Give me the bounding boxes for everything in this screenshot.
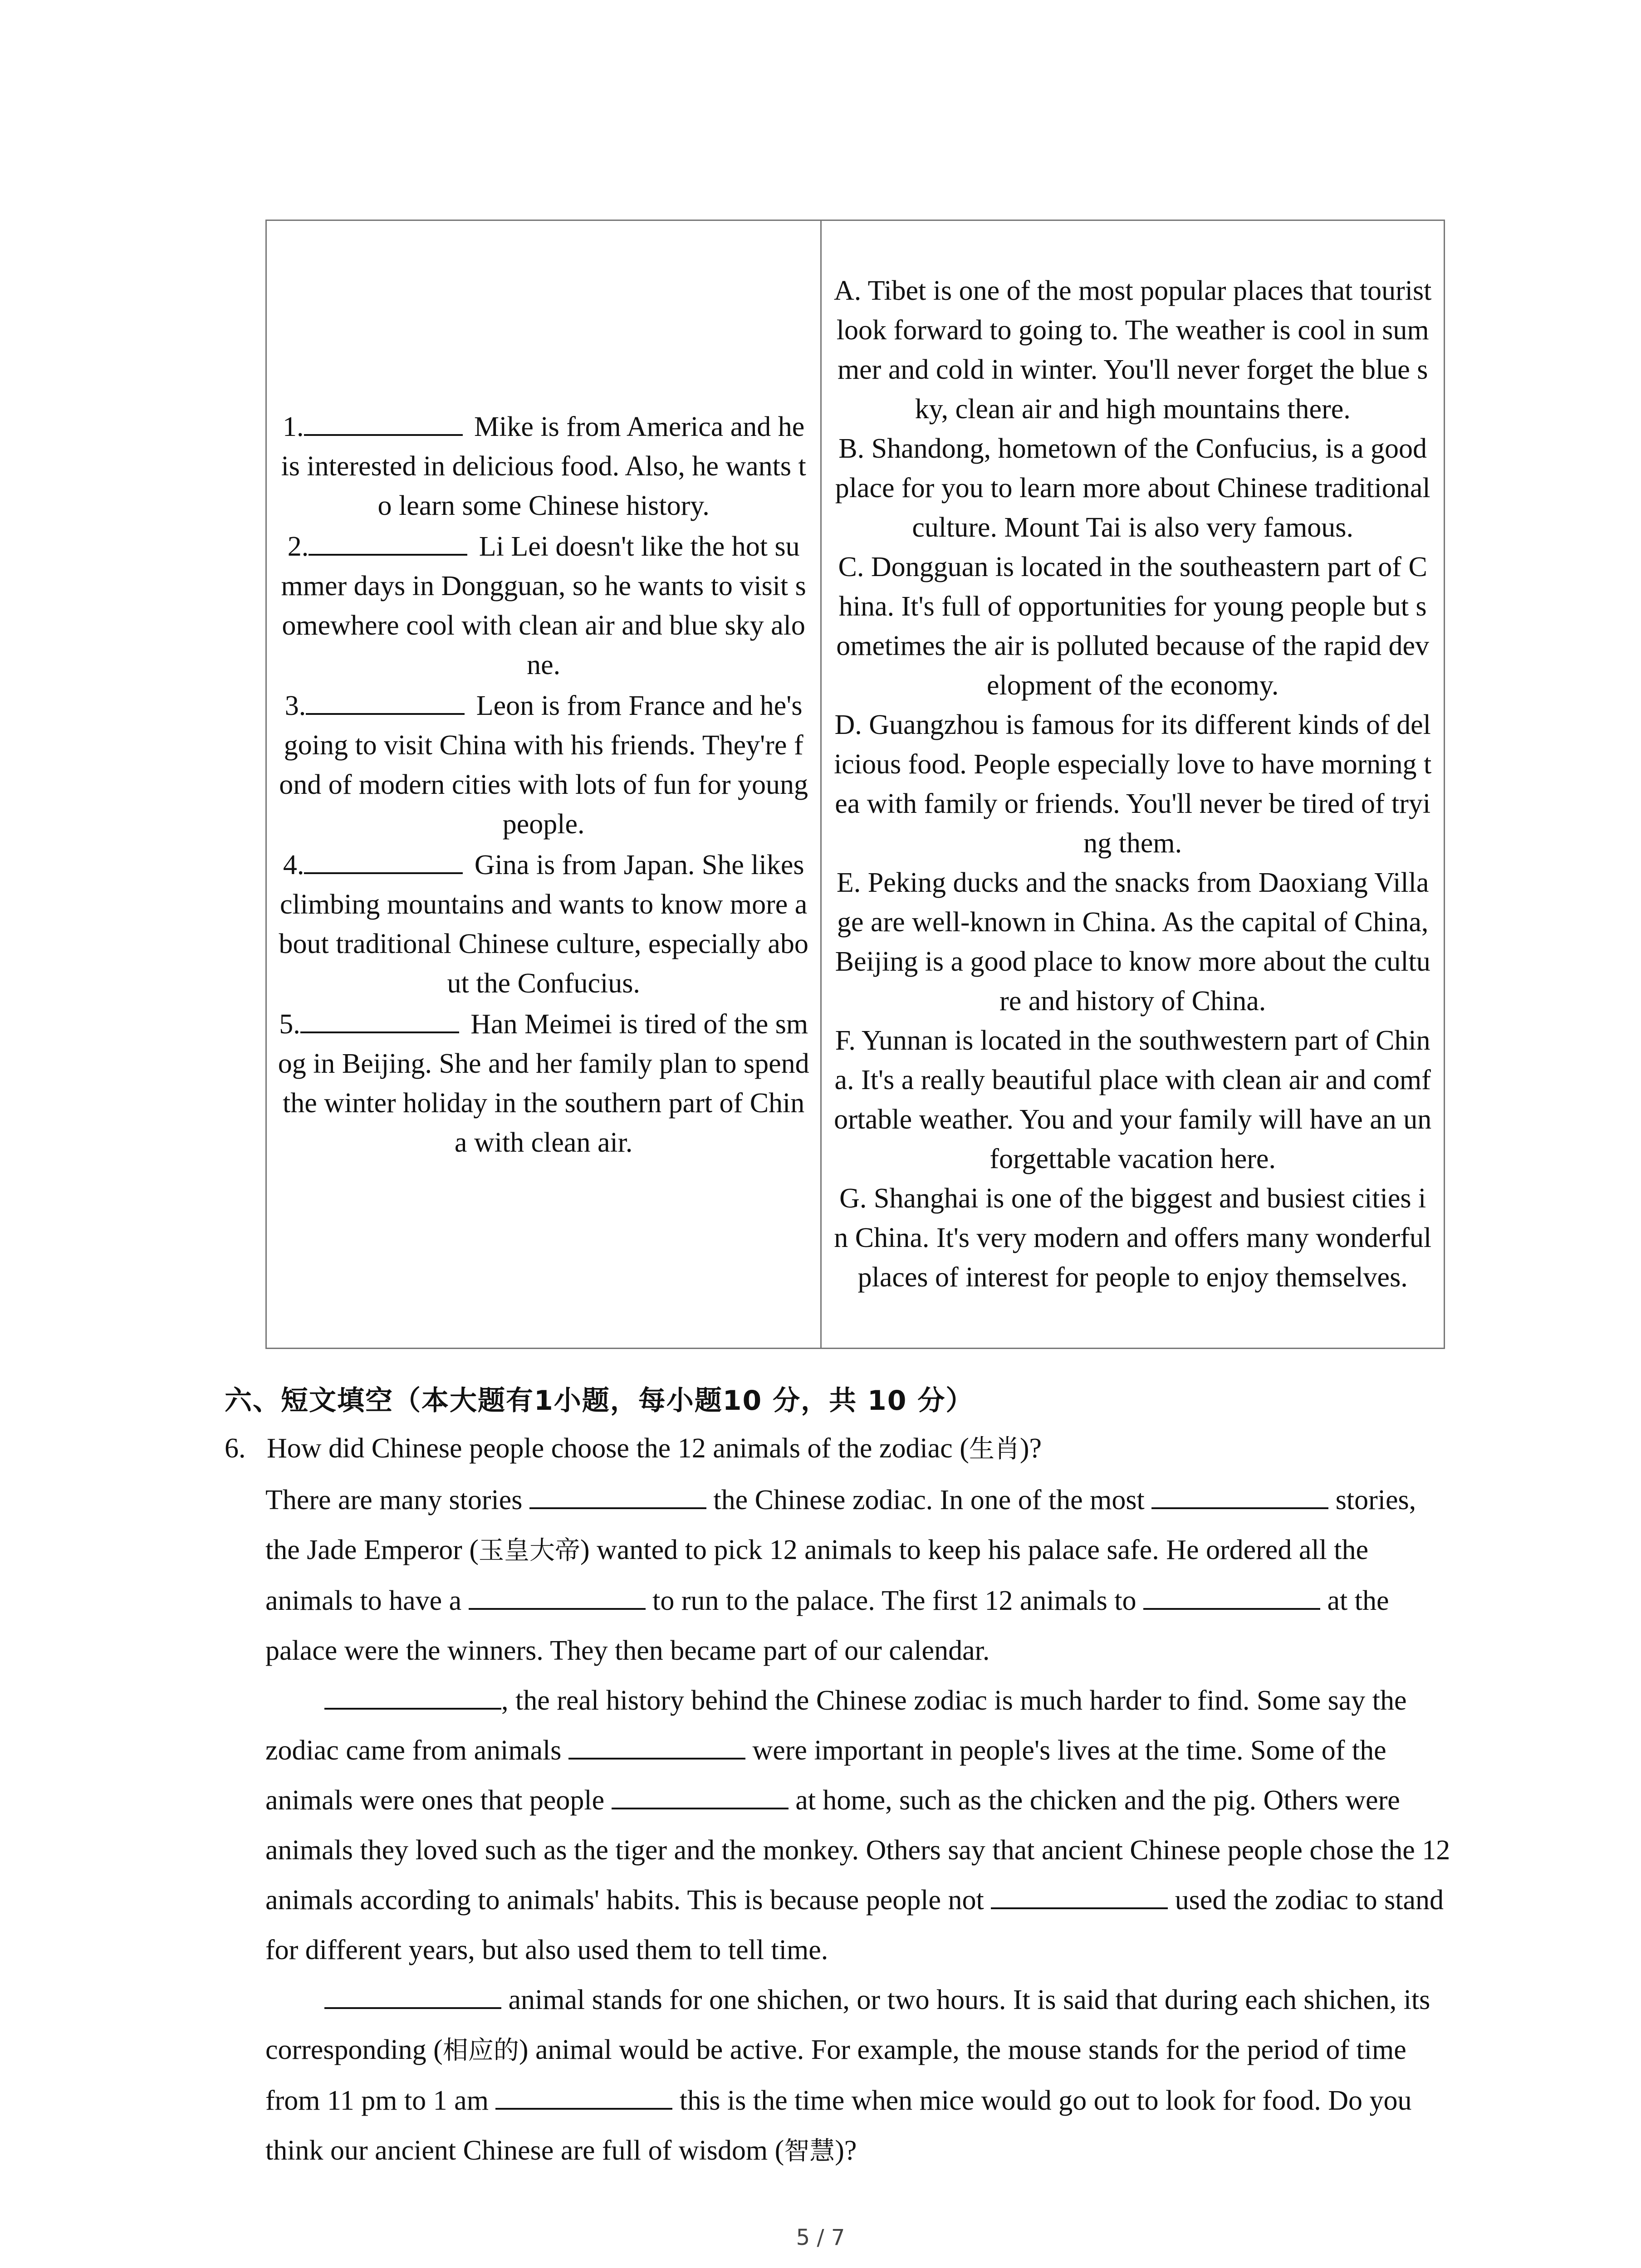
passage-text-zh: 玉皇大帝 <box>478 1536 580 1565</box>
answer-blank-5[interactable] <box>300 1003 459 1033</box>
cloze-blank-2[interactable] <box>1151 1480 1328 1509</box>
question-text-end: )? <box>1019 1433 1042 1464</box>
passage-text: at home, such as the chicken and the pig. Others were animals they loved such as the tiger and the monkey. Others say that ancient Chinese people chose the 12 animals according to animals' habits. This is because people not <box>265 1785 1450 1916</box>
question-number: 6. <box>225 1433 246 1464</box>
cloze-blank-7[interactable] <box>612 1780 789 1809</box>
person-text: Gina is from Japan. She likes climbing mountains and wants to know more about traditional Chinese culture, especially about the Confucius. <box>279 850 808 999</box>
item-number: 4. <box>283 850 304 880</box>
passage-text: this is the time when mice would go out to look for food. Do you think our ancient Chinese are full of wisdom ( <box>265 2085 1412 2166</box>
cloze-passage <box>265 1475 1454 2176</box>
people-column <box>266 220 821 1349</box>
cloze-blank-8[interactable] <box>991 1880 1168 1909</box>
person-item-2 <box>278 526 809 685</box>
passage-text: the Chinese zodiac. In one of the most <box>706 1485 1152 1515</box>
person-text: Mike is from America and he is interested in delicious food. Also, he wants to learn some Chinese history. <box>281 411 806 521</box>
place-option-c: C. Dongguan is located in the southeastern part of China. It's full of opportunities for young people but sometimes the air is polluted because of the rapid development of the economy. <box>836 552 1430 701</box>
passage-text: at the palace were the winners. They then became part of our calendar. <box>265 1585 1389 1666</box>
cloze-blank-1[interactable] <box>529 1480 706 1509</box>
cloze-blank-9[interactable] <box>324 1980 501 2009</box>
cloze-blank-5[interactable] <box>324 1681 501 1710</box>
person-item-4 <box>278 844 809 1003</box>
page-number: 5 / 7 <box>796 2225 845 2250</box>
answer-blank-2[interactable] <box>309 526 467 556</box>
person-text: Leon is from France and he's going to visit China with his friends. They're fond of modern cities with lots of fun for young people. <box>279 690 808 840</box>
person-item-3 <box>278 685 809 844</box>
question-text: How did Chinese people choose the 12 animals of the zodiac ( <box>267 1433 969 1464</box>
cloze-blank-6[interactable] <box>568 1730 745 1760</box>
passage-text: animal stands for one shichen, or two hours. It is said that during each shichen, its corresponding ( <box>265 1984 1430 2065</box>
passage-text: ) animal would be active. For example, the mouse stands for the period of time from 11 pm to 1 am <box>265 2034 1406 2116</box>
answer-blank-4[interactable] <box>304 844 463 874</box>
question-line <box>225 1429 1042 1465</box>
cloze-blank-3[interactable] <box>469 1581 646 1610</box>
item-number: 5. <box>279 1009 300 1040</box>
question-text-zh: 生肖 <box>969 1434 1020 1464</box>
answer-blank-3[interactable] <box>306 685 465 715</box>
passage-text: used the zodiac to stand for different years, but also used them to tell time. <box>265 1885 1444 1965</box>
passage-paragraph-2 <box>265 1676 1454 1975</box>
cloze-blank-4[interactable] <box>1143 1581 1320 1610</box>
passage-text: stories, the Jade Emperor ( <box>265 1485 1416 1565</box>
place-option-a: A. Tibet is one of the most popular places that tourist look forward to going to. The weather is cool in summer and cold in winter. You'll never forget the blue sky, clean air and high mountains there. <box>833 275 1432 425</box>
passage-text-zh: 相应的 <box>442 2036 519 2065</box>
place-option-f: F. Yunnan is located in the southwestern part of China. It's a really beautiful place with clean air and comfortable weather. You and your family will have an unforgettable vacation here. <box>834 1025 1432 1174</box>
item-number: 3. <box>284 690 306 721</box>
item-number: 2. <box>287 531 309 562</box>
passage-text: ) wanted to pick 12 animals to keep his palace safe. He ordered all the animals to have a <box>265 1535 1369 1616</box>
place-option-b: B. Shandong, hometown of the Confucius, is a good place for you to learn more about Chinese traditional culture. Mount Tai is also very famous. <box>835 433 1430 543</box>
places-column <box>821 220 1445 1349</box>
matching-table <box>265 220 1445 1349</box>
answer-blank-1[interactable] <box>304 406 463 436</box>
place-option-g: G. Shanghai is one of the biggest and busiest cities in China. It's very modern and offers many wonderful places of interest for people to enjoy themselves. <box>834 1183 1432 1293</box>
passage-text: There are many stories <box>265 1485 529 1515</box>
passage-text: to run to the palace. The first 12 animals to <box>645 1585 1143 1616</box>
cloze-blank-10[interactable] <box>495 2081 672 2110</box>
place-option-d: D. Guangzhou is famous for its different kinds of delicious food. People especially love to have morning tea with family or friends. You'll never be tired of trying them. <box>834 709 1432 859</box>
item-number: 1. <box>283 411 304 442</box>
passage-paragraph-1 <box>265 1475 1454 1676</box>
person-item-1 <box>278 406 809 526</box>
section-title: 六、短文填空（本大题有1小题，每小题10 分，共 10 分） <box>225 1385 974 1417</box>
passage-text: , the real history behind the Chinese zodiac is much harder to find. Some say the zodiac came from animals <box>265 1685 1407 1766</box>
passage-text: )? <box>835 2135 857 2166</box>
passage-text: were important in people's lives at the time. Some of the animals were ones that people <box>265 1735 1386 1816</box>
person-text: Han Meimei is tired of the smog in Beijing. She and her family plan to spend the winter holiday in the southern part of China with clean air. <box>278 1009 809 1158</box>
person-item-5 <box>278 1003 809 1163</box>
passage-paragraph-3 <box>265 1975 1454 2176</box>
place-option-e: E. Peking ducks and the snacks from Daoxiang Village are well-known in China. As the capital of China, Beijing is a good place to know more about the culture and history of China. <box>835 867 1430 1017</box>
passage-text-zh: 智慧 <box>784 2136 835 2166</box>
person-text: Li Lei doesn't like the hot summer days in Dongguan, so he wants to visit somewhere cool with clean air and blue sky alone. <box>281 531 806 680</box>
